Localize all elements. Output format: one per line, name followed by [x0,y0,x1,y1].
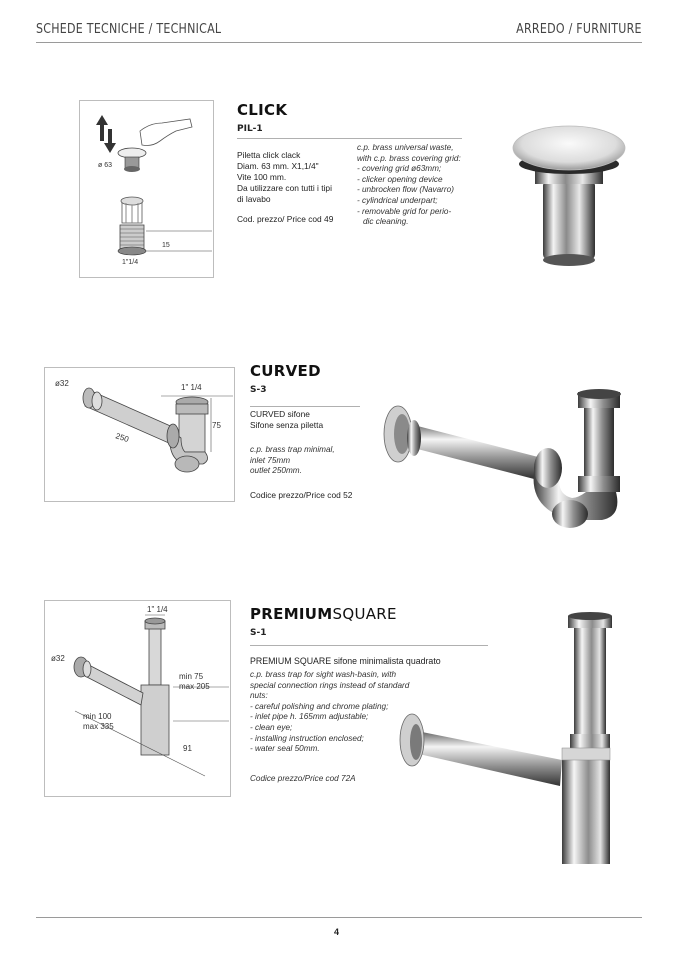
product-english-curved [250,445,335,477]
english-line: c.p. brass trap minimal, [250,445,335,454]
english-line: - covering grid ø63mm; [357,164,442,174]
english-line: c.p. brass trap for sight wash-basin, with [250,670,397,679]
english-line: - removable grid for perio- [357,206,452,216]
dim-label: ø32 [55,379,69,388]
product-desc-curved [250,409,323,431]
english-line: with c.p. brass covering grid: [357,153,461,163]
desc-line: CURVED sifone [250,409,310,419]
click-waste-photo [505,120,635,270]
english-line: - cylindrical underpart; [357,195,438,205]
title-bold: PREMIUM [250,605,333,623]
dim-label: 250 [114,431,130,445]
product-desc-premium: PREMIUM SQUARE sifone minimalista quadrato [250,656,441,666]
english-line: - unbrocken flow (Navarro) [357,185,454,195]
product-code-click: PIL-1 [237,124,263,134]
click-diagram [79,100,214,278]
desc-line: Da utilizzare con tutti i tipi [237,183,332,193]
product-english-premium [250,670,409,755]
english-line: - careful polishing and chrome plating; [250,701,389,711]
desc-line: Vite 100 mm. [237,172,287,182]
english-line: special connection rings instead of standard [250,680,410,690]
english-line: c.p. brass universal waste, [357,143,454,152]
dim-label: min 100 [83,712,112,721]
dim-label: ø 63 [98,162,113,169]
product-rule [237,138,462,139]
desc-line: Sifone senza piletta [250,420,324,430]
product-rule [250,406,360,407]
english-line: - installing instruction enclosed; [250,733,364,743]
dim-label: max 205 [179,682,210,691]
page-number: 4 [334,927,340,937]
footer-rule [36,917,642,918]
product-title-curved: CURVED [250,362,321,380]
english-line: inlet 75mm [250,455,291,465]
desc-line: Piletta click clack [237,150,301,160]
premium-square-diagram [44,600,231,797]
up-down-arrow-icon [96,115,116,153]
english-line: - water seal 50mm. [250,744,320,754]
product-english-click [357,143,461,228]
header-right: ARREDO / FURNITURE [516,22,642,37]
dim-label: 15 [162,242,170,249]
product-title-click: CLICK [237,101,288,119]
english-line: - inlet pipe h. 165mm adjustable; [250,712,369,722]
dim-label: 91 [183,744,192,753]
hand-sketch [140,119,192,146]
english-line: outlet 250mm. [250,466,302,476]
dim-label: max 335 [83,722,114,731]
price-code: Codice prezzo/Price cod 72A [250,774,356,783]
title-light: SQUARE [332,605,397,623]
english-line: dic cleaning. [363,217,409,227]
english-line: - clicker opening device [357,174,443,184]
desc-line: di lavabo [237,194,271,204]
dim-label: min 75 [179,672,204,681]
dim-label: 75 [212,421,221,430]
english-line: - clean eye; [250,722,293,732]
dim-label: 1" 1/4 [147,605,168,614]
premium-square-photo [394,612,616,872]
product-title-premium [250,605,397,623]
price-code: Codice prezzo/Price cod 52 [250,490,353,500]
curved-diagram [44,367,235,502]
header-rule [36,42,642,43]
desc-line: Diam. 63 mm. X1,1/4" [237,161,319,171]
product-code-curved: S-3 [250,385,267,395]
english-line: nuts: [250,691,268,701]
dim-label: ø32 [51,654,65,663]
curved-trap-photo [372,388,634,536]
product-code-premium: S-1 [250,628,267,638]
dim-label: 1" 1/4 [181,383,202,392]
dim-label: 1"1/4 [122,259,139,266]
header-left: SCHEDE TECNICHE / TECHNICAL [36,22,222,37]
price-code: Cod. prezzo/ Price cod 49 [237,214,334,224]
product-desc-click [237,150,333,225]
